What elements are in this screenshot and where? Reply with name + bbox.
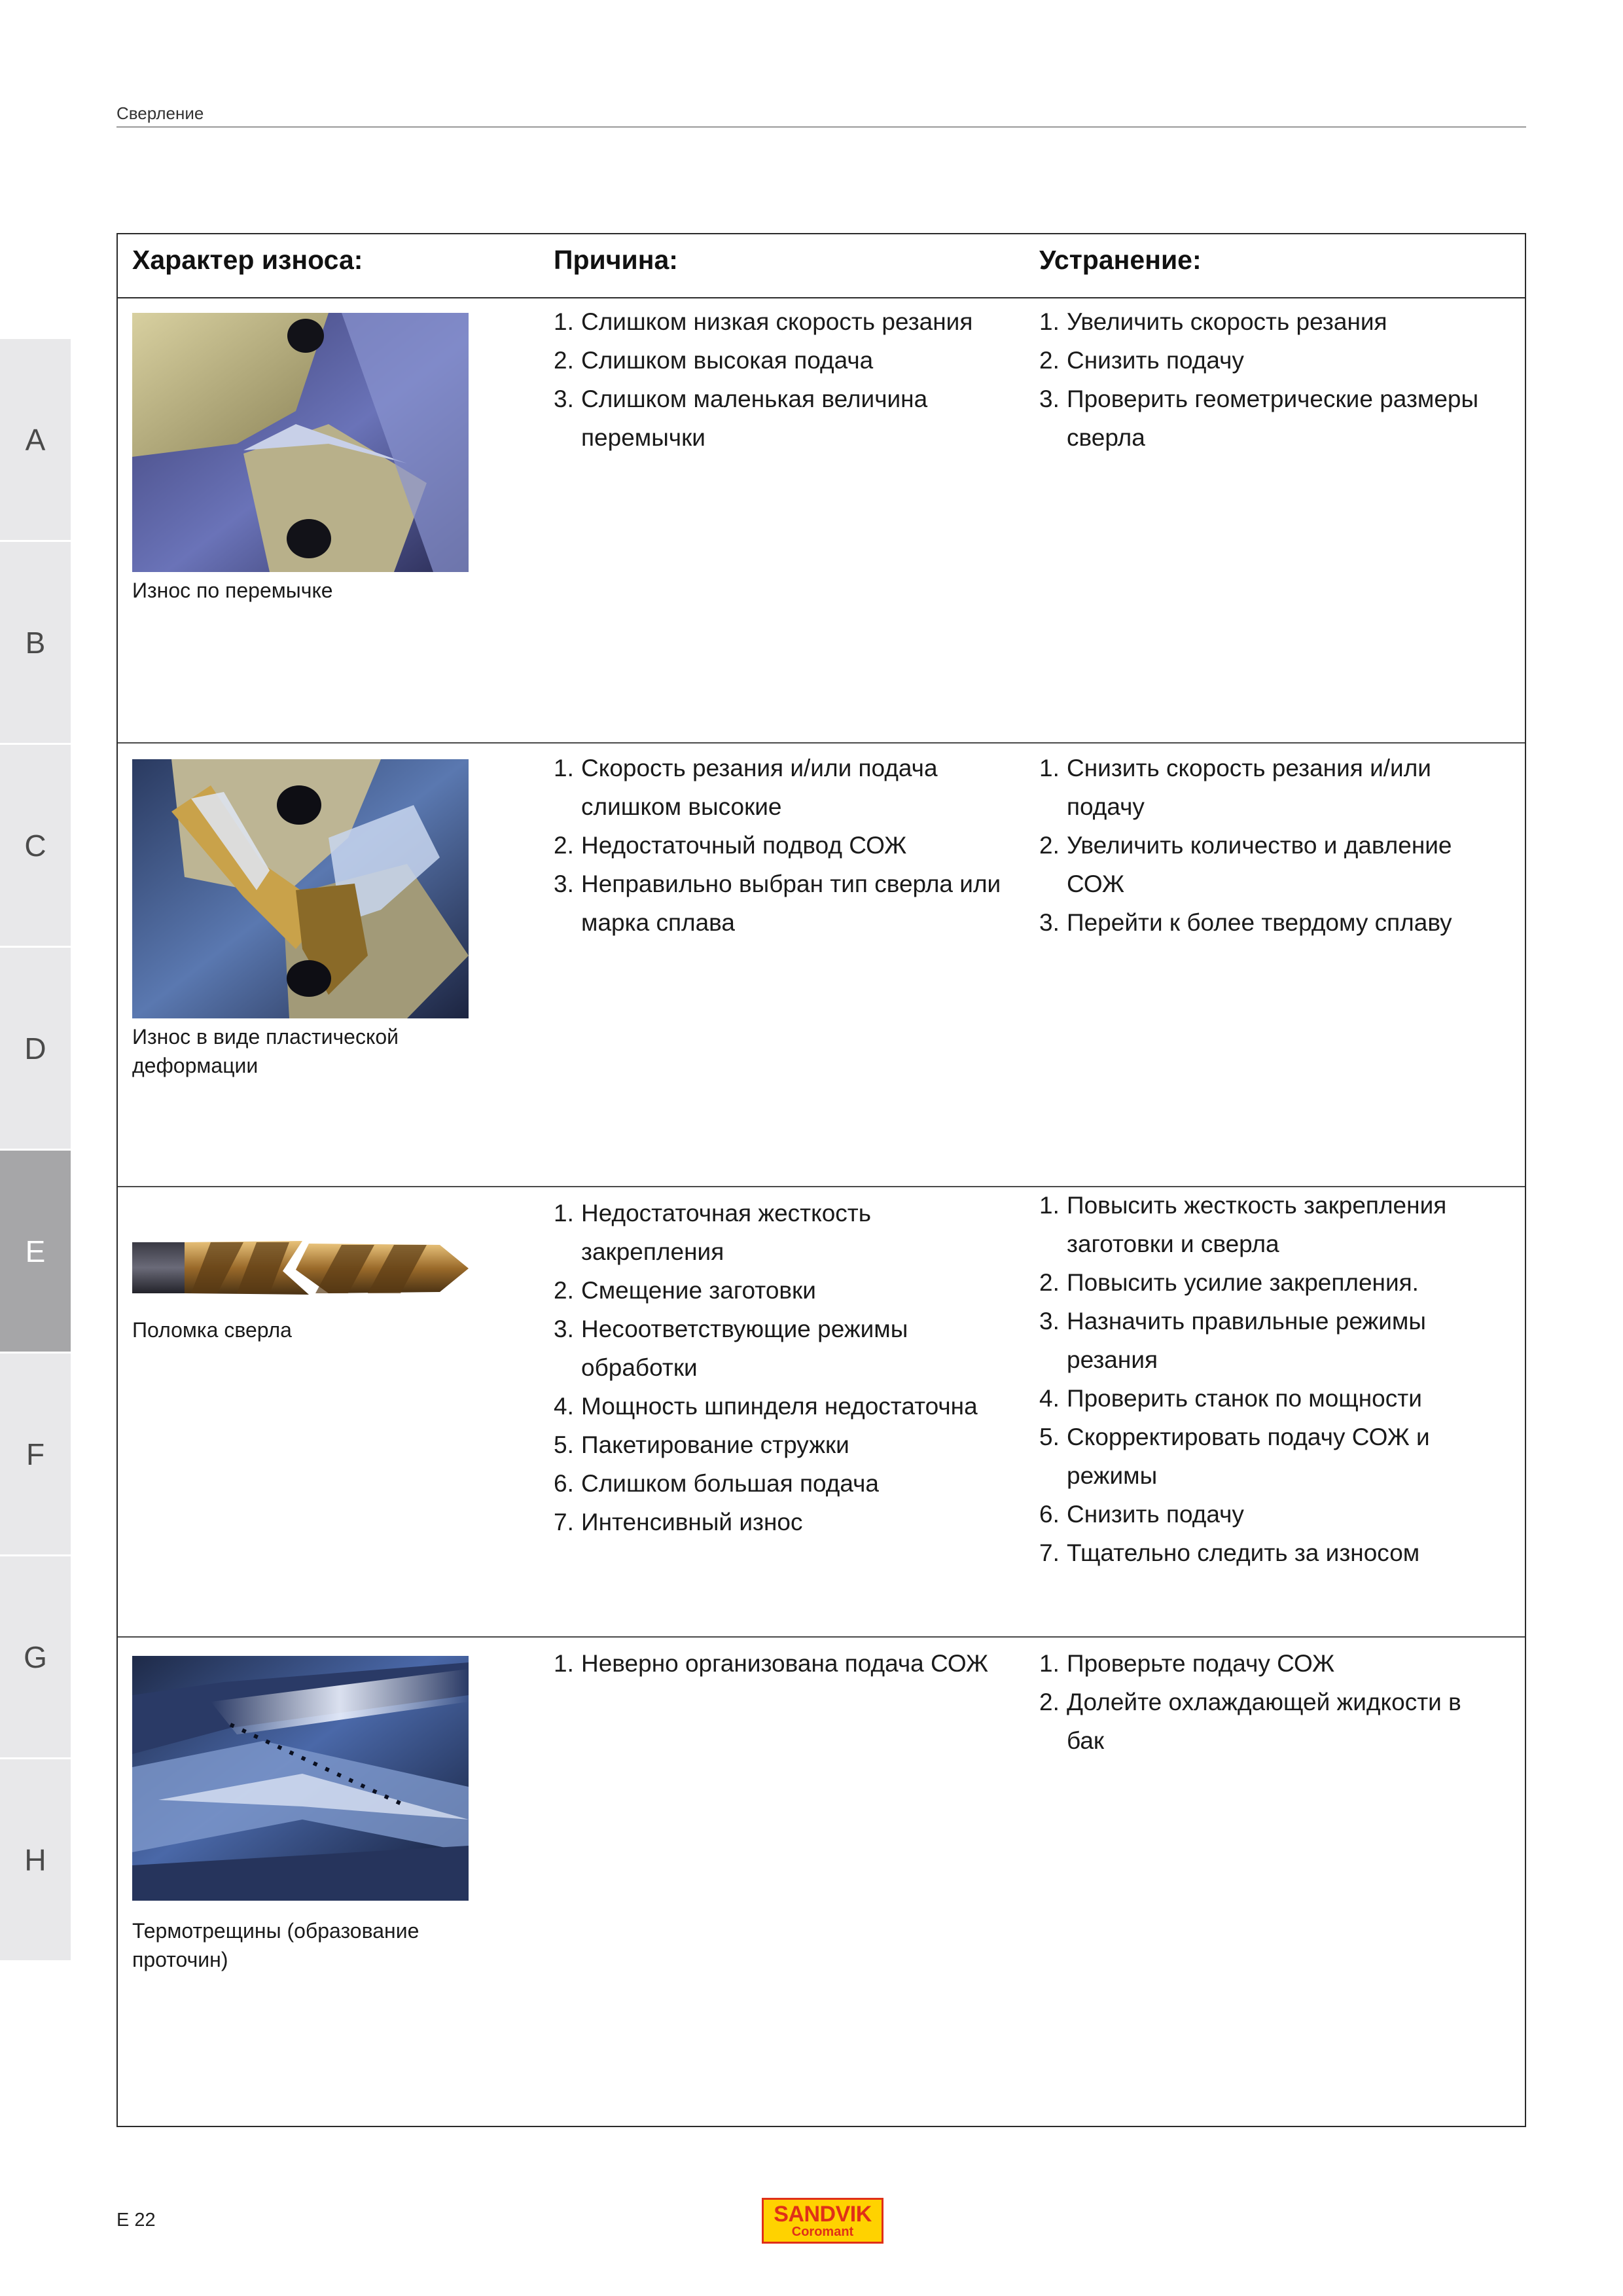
tab-e[interactable] — [0, 1151, 71, 1354]
item-number: 1. — [1039, 1192, 1060, 1219]
item-number: 6. — [554, 1470, 574, 1497]
item-number: 2. — [554, 347, 574, 374]
item-number: 3. — [554, 1316, 574, 1342]
item-text: Скорость резания и/или подача слишком высокие — [581, 755, 938, 820]
item-number: 3. — [554, 870, 574, 897]
chapter-tabs — [0, 339, 71, 1962]
tab-b[interactable] — [0, 542, 71, 745]
item-text: Слишком низкая скорость резания — [581, 308, 973, 335]
item-text: Снизить подачу — [1067, 347, 1244, 374]
list-item — [1039, 302, 1497, 341]
item-text: Скорректировать подачу СОЖ и режимы — [1067, 1424, 1430, 1489]
list-item — [1039, 903, 1497, 942]
item-number: 2. — [554, 1277, 574, 1304]
item-text: Снизить скорость резания и/или подачу — [1067, 755, 1431, 820]
list-item — [554, 380, 1005, 457]
tab-h[interactable] — [0, 1759, 71, 1962]
drill-chisel-edge-wear-photo — [132, 313, 469, 572]
item-number: 7. — [1039, 1539, 1060, 1566]
item-text: Мощность шпинделя недостаточна — [581, 1393, 978, 1420]
item-text: Тщательно следить за износом — [1067, 1539, 1420, 1566]
tab-label: A — [25, 422, 46, 457]
list-item — [554, 341, 1005, 380]
fix-list — [1039, 302, 1497, 457]
list-item — [554, 1644, 1005, 1683]
tab-f[interactable] — [0, 1354, 71, 1556]
item-number: 2. — [1039, 1689, 1060, 1715]
header-fix: Устранение: — [1039, 245, 1202, 275]
list-item — [554, 1310, 1005, 1387]
item-number: 7. — [554, 1509, 574, 1535]
list-item — [554, 1271, 1005, 1310]
tab-g[interactable] — [0, 1556, 71, 1759]
item-text: Назначить правильные режимы резания — [1067, 1308, 1426, 1373]
tab-label: G — [24, 1640, 47, 1674]
list-item — [1039, 826, 1497, 903]
list-item — [1039, 749, 1497, 826]
list-item — [554, 749, 1005, 826]
item-number: 1. — [554, 308, 574, 335]
tab-label: C — [24, 828, 46, 863]
list-item — [554, 865, 1005, 942]
list-item — [554, 1194, 1005, 1271]
item-text: Перейти к более твердому сплаву — [1067, 909, 1452, 936]
list-item — [1039, 1683, 1497, 1760]
item-number: 3. — [1039, 1308, 1060, 1335]
list-item — [554, 1387, 1005, 1426]
list-item — [1039, 1186, 1497, 1263]
wear-troubleshooting-table — [116, 233, 1526, 2127]
item-text: Смещение заготовки — [581, 1277, 816, 1304]
item-number: 2. — [1039, 347, 1060, 374]
cause-list — [554, 749, 1005, 942]
tab-d[interactable] — [0, 948, 71, 1151]
item-text: Недостаточная жесткость закрепления — [581, 1200, 872, 1265]
item-number: 3. — [554, 386, 574, 412]
item-text: Увеличить скорость резания — [1067, 308, 1387, 335]
item-text: Несоответствующие режимы обработки — [581, 1316, 908, 1381]
item-number: 1. — [1039, 1650, 1060, 1677]
item-number: 4. — [554, 1393, 574, 1420]
item-text: Пакетирование стружки — [581, 1431, 849, 1458]
cause-list — [554, 1644, 1005, 1683]
list-item — [554, 1503, 1005, 1541]
table-row — [118, 1187, 1525, 1638]
page-number: E 22 — [116, 2210, 156, 2231]
item-text: Слишком большая подача — [581, 1470, 879, 1497]
item-text: Слишком высокая подача — [581, 347, 874, 374]
wear-caption: Износ по перемычке — [132, 579, 333, 602]
item-number: 2. — [554, 832, 574, 859]
tab-label: B — [25, 625, 46, 660]
cause-list — [554, 1194, 1005, 1541]
fix-list — [1039, 749, 1497, 942]
list-item — [554, 1464, 1005, 1503]
item-number: 4. — [1039, 1385, 1060, 1412]
header-wear: Характер износа: — [132, 245, 363, 275]
item-text: Увеличить количество и давление СОЖ — [1067, 832, 1452, 897]
item-text: Долейте охлаждающей жидкости в бак — [1067, 1689, 1461, 1754]
item-text: Неправильно выбран тип сверла или марка сплава — [581, 870, 1001, 936]
list-item — [1039, 1534, 1497, 1572]
logo-line-1: SANDVIK — [774, 2202, 872, 2227]
item-number: 3. — [1039, 386, 1060, 412]
item-number: 1. — [1039, 308, 1060, 335]
tab-c[interactable] — [0, 745, 71, 948]
item-text: Повысить усилие закрепления. — [1067, 1269, 1419, 1296]
item-text: Недостаточный подвод СОЖ — [581, 832, 907, 859]
item-text: Неверно организована подача СОЖ — [581, 1650, 989, 1677]
item-text: Проверьте подачу СОЖ — [1067, 1650, 1335, 1677]
thermal-cracks-drill-photo — [132, 1656, 469, 1901]
item-number: 2. — [1039, 832, 1060, 859]
item-number: 2. — [1039, 1269, 1060, 1296]
item-text: Проверить станок по мощности — [1067, 1385, 1422, 1412]
wear-caption: Термотрещины (образование проточин) — [132, 1919, 419, 1971]
logo-line-2: Coromant — [791, 2225, 854, 2239]
item-number: 1. — [1039, 755, 1060, 781]
table-header — [118, 234, 1525, 298]
list-item — [1039, 380, 1497, 457]
cause-list — [554, 302, 1005, 457]
tab-label: H — [24, 1842, 46, 1877]
item-number: 1. — [554, 755, 574, 781]
list-item — [554, 302, 1005, 341]
fix-list — [1039, 1186, 1497, 1572]
list-item — [1039, 1379, 1497, 1418]
list-item — [554, 826, 1005, 865]
fix-list — [1039, 1644, 1497, 1760]
tab-label: F — [26, 1437, 45, 1471]
wear-caption: Поломка сверла — [132, 1318, 292, 1342]
list-item — [1039, 341, 1497, 380]
list-item — [1039, 1495, 1497, 1534]
item-text: Интенсивный износ — [581, 1509, 803, 1535]
table-row — [118, 744, 1525, 1187]
list-item — [1039, 1302, 1497, 1379]
tab-label: E — [25, 1234, 46, 1268]
item-number: 6. — [1039, 1501, 1060, 1528]
item-number: 5. — [1039, 1424, 1060, 1450]
broken-drill-photo — [132, 1237, 469, 1299]
item-number: 5. — [554, 1431, 574, 1458]
header-cause: Причина: — [554, 245, 678, 275]
section-title: Сверление — [116, 103, 204, 123]
tab-label: D — [24, 1031, 46, 1066]
item-text: Слишком маленькая величина перемычки — [581, 386, 928, 451]
table-row — [118, 298, 1525, 744]
item-number: 1. — [554, 1200, 574, 1227]
item-number: 3. — [1039, 909, 1060, 936]
tab-a[interactable] — [0, 339, 71, 542]
item-text: Проверить геометрические размеры сверла — [1067, 386, 1479, 451]
sandvik-coromant-logo — [762, 2198, 883, 2244]
list-item — [1039, 1418, 1497, 1495]
list-item — [1039, 1263, 1497, 1302]
item-text: Повысить жесткость закрепления заготовки и сверла — [1067, 1192, 1447, 1257]
item-text: Снизить подачу — [1067, 1501, 1244, 1528]
table-row — [118, 1638, 1525, 2126]
list-item — [1039, 1644, 1497, 1683]
wear-caption: Износ в виде пластической деформации — [132, 1025, 399, 1077]
header-rule — [116, 126, 1526, 128]
list-item — [554, 1426, 1005, 1464]
item-number: 1. — [554, 1650, 574, 1677]
drill-plastic-deformation-photo — [132, 759, 469, 1018]
